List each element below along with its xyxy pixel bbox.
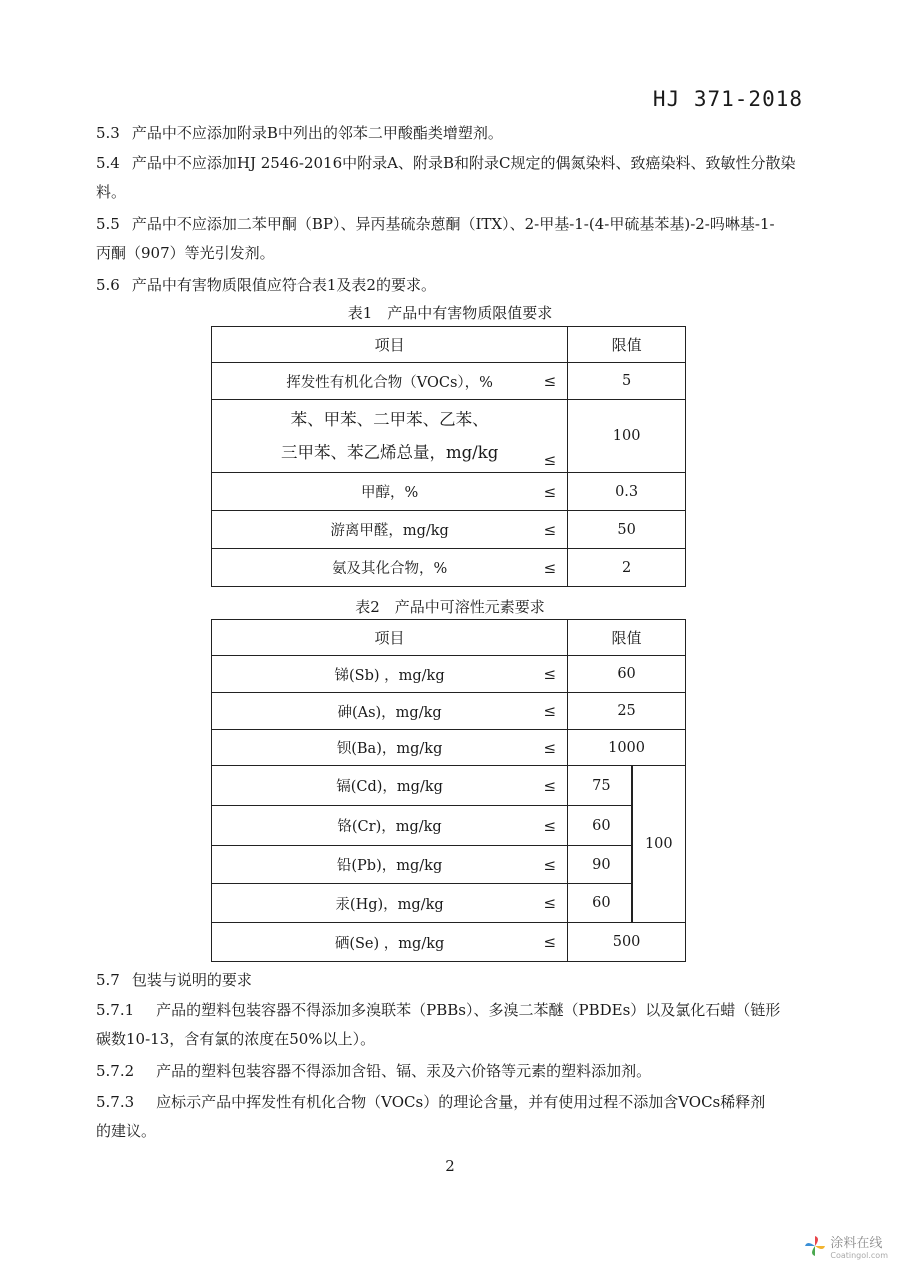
row-value: 100: [568, 400, 686, 473]
row-item-label: 氨及其化合物，%: [331, 561, 448, 577]
clause-5-4: [96, 149, 808, 207]
clause-5-6: [96, 271, 808, 300]
clause-5-7: [96, 966, 808, 995]
row-value: 5: [568, 363, 686, 400]
clause-text: 应标示产品中挥发性有机化合物（VOCs）的理论含量，并有使用过程不添加含VOCs稀释剂: [156, 1093, 766, 1111]
clause-5-7-3: [96, 1088, 808, 1146]
clause-number: 5.4: [96, 154, 120, 172]
le-symbol: ≤: [543, 665, 557, 683]
le-symbol: ≤: [543, 482, 557, 501]
table-row: [212, 923, 686, 962]
table2-soluble-elements: [211, 619, 686, 962]
row-item: [212, 806, 568, 846]
row-item: [212, 400, 568, 473]
table-row: [212, 806, 686, 846]
watermark-name: 涂料在线: [830, 1236, 883, 1251]
table-row: [212, 363, 686, 400]
page-number: 2: [445, 1157, 455, 1175]
row-value: 75: [568, 766, 632, 806]
clause-text: 产品中有害物质限值应符合表1及表2的要求。: [131, 276, 436, 294]
row-value: 60: [568, 806, 632, 846]
row-item: [212, 363, 568, 400]
header-limit: 限值: [568, 620, 686, 656]
clause-text: 包装与说明的要求: [131, 971, 252, 989]
row-item-label: 游离甲醛，mg/kg: [330, 523, 449, 539]
clause-5-3: [96, 119, 808, 148]
row-item: [212, 846, 568, 884]
row-item-line1: 苯、甲苯、二甲苯、乙苯、: [290, 410, 489, 429]
le-symbol: ≤: [543, 451, 557, 469]
row-value: 50: [568, 511, 686, 549]
watermark-url: Coatingol.com: [830, 1251, 888, 1260]
clause-text: 产品的塑料包装容器不得添加多溴联苯（PBBs）、多溴二苯醚（PBDEs）以及氯化石蜡（链形: [156, 1001, 781, 1019]
table-row: [212, 400, 686, 473]
table-row: [212, 511, 686, 549]
row-item: [212, 473, 568, 511]
clause-number: 5.7.1: [96, 1001, 135, 1019]
row-item: [212, 549, 568, 587]
table1-caption: 表1 产品中有害物质限值要求: [347, 304, 553, 322]
le-symbol: ≤: [543, 372, 557, 390]
table-row: [212, 730, 686, 766]
le-symbol: ≤: [543, 702, 557, 720]
clause-text-continued: 料。: [96, 183, 127, 201]
row-item-label: 砷(As)，mg/kg: [337, 704, 442, 721]
row-value: 500: [568, 923, 686, 962]
row-value: 25: [568, 693, 686, 730]
header-item: 项目: [212, 620, 568, 656]
le-symbol: ≤: [543, 933, 557, 951]
clause-number: 5.7.3: [96, 1093, 135, 1111]
le-symbol: ≤: [543, 855, 557, 874]
table-row: [212, 884, 686, 923]
row-value: 60: [568, 656, 686, 693]
clause-text-continued: 丙酮（907）等光引发剂。: [96, 244, 275, 262]
clause-text-continued: 的建议。: [96, 1122, 157, 1140]
clause-number: 5.7: [96, 971, 120, 989]
table-row: [212, 846, 686, 884]
pinwheel-logo-icon: [804, 1235, 826, 1257]
row-item: [212, 511, 568, 549]
clause-5-7-2: [96, 1057, 808, 1086]
clause-number: 5.3: [96, 124, 120, 142]
header-item: 项目: [212, 327, 568, 363]
row-item-label: 镉(Cd)，mg/kg: [336, 779, 443, 795]
row-item-label: 硒(Se) ，mg/kg: [334, 935, 445, 952]
row-item: [212, 766, 568, 806]
header-limit: 限值: [568, 327, 686, 363]
table-row: [212, 473, 686, 511]
table-header-row: [212, 327, 686, 363]
row-item-label: 甲醇，%: [360, 485, 419, 501]
clause-number: 5.5: [96, 215, 120, 233]
row-item-label: 挥发性有机化合物（VOCs），%: [286, 374, 493, 391]
combined-limit-value: 100: [632, 766, 686, 923]
row-value: 0.3: [568, 473, 686, 511]
le-symbol: ≤: [543, 738, 557, 757]
table-row: [212, 766, 686, 806]
row-value: 90: [568, 846, 632, 884]
clause-text: 产品中不应添加附录B中列出的邻苯二甲酸酯类增塑剂。: [131, 124, 503, 142]
le-symbol: ≤: [543, 894, 557, 912]
le-symbol: ≤: [543, 776, 557, 795]
row-item-label: 钡(Ba)，mg/kg: [336, 741, 443, 757]
clause-text-continued: 碳数10-13，含有氯的浓度在50%以上）。: [96, 1030, 376, 1048]
clause-number: 5.7.2: [96, 1062, 135, 1080]
row-value: 2: [568, 549, 686, 587]
row-item-label: 铅(Pb)，mg/kg: [336, 858, 443, 874]
clause-5-7-1: [96, 996, 808, 1054]
row-item: [212, 884, 568, 923]
row-item: [212, 923, 568, 962]
table-row: [212, 693, 686, 730]
row-item: [212, 693, 568, 730]
table1-hazardous-limits: [211, 326, 686, 587]
row-item-label: 锑(Sb) ，mg/kg: [334, 667, 445, 684]
table-row: [212, 656, 686, 693]
table-header-row: [212, 620, 686, 656]
row-value: 1000: [568, 730, 686, 766]
standard-code: HJ 371-2018: [652, 87, 803, 111]
table2-caption: 表2 产品中可溶性元素要求: [355, 598, 545, 616]
row-item: [212, 656, 568, 693]
le-symbol: ≤: [543, 558, 557, 577]
clause-text: 产品中不应添加HJ 2546-2016中附录A、附录B和附录C规定的偶氮染料、致癌染料、致敏性分散染: [131, 154, 796, 172]
le-symbol: ≤: [543, 816, 557, 835]
clause-text: 产品的塑料包装容器不得添加含铅、镉、汞及六价铬等元素的塑料添加剂。: [156, 1062, 652, 1080]
watermark: [804, 1232, 888, 1260]
row-item-label: 铬(Cr)，mg/kg: [337, 819, 442, 835]
clause-5-5: [96, 210, 808, 268]
row-value: 60: [568, 884, 632, 923]
le-symbol: ≤: [543, 520, 557, 539]
clause-number: 5.6: [96, 276, 120, 294]
row-item: [212, 730, 568, 766]
clause-text: 产品中不应添加二苯甲酮（BP）、异丙基硫杂蒽酮（ITX）、2-甲基-1-(4-甲硫基苯基)-2-吗啉基-1-: [131, 215, 775, 233]
row-item-label: 汞(Hg)，mg/kg: [335, 896, 444, 913]
row-item-line2: 三甲苯、苯乙烯总量，mg/kg: [280, 443, 499, 462]
table-row: [212, 549, 686, 587]
